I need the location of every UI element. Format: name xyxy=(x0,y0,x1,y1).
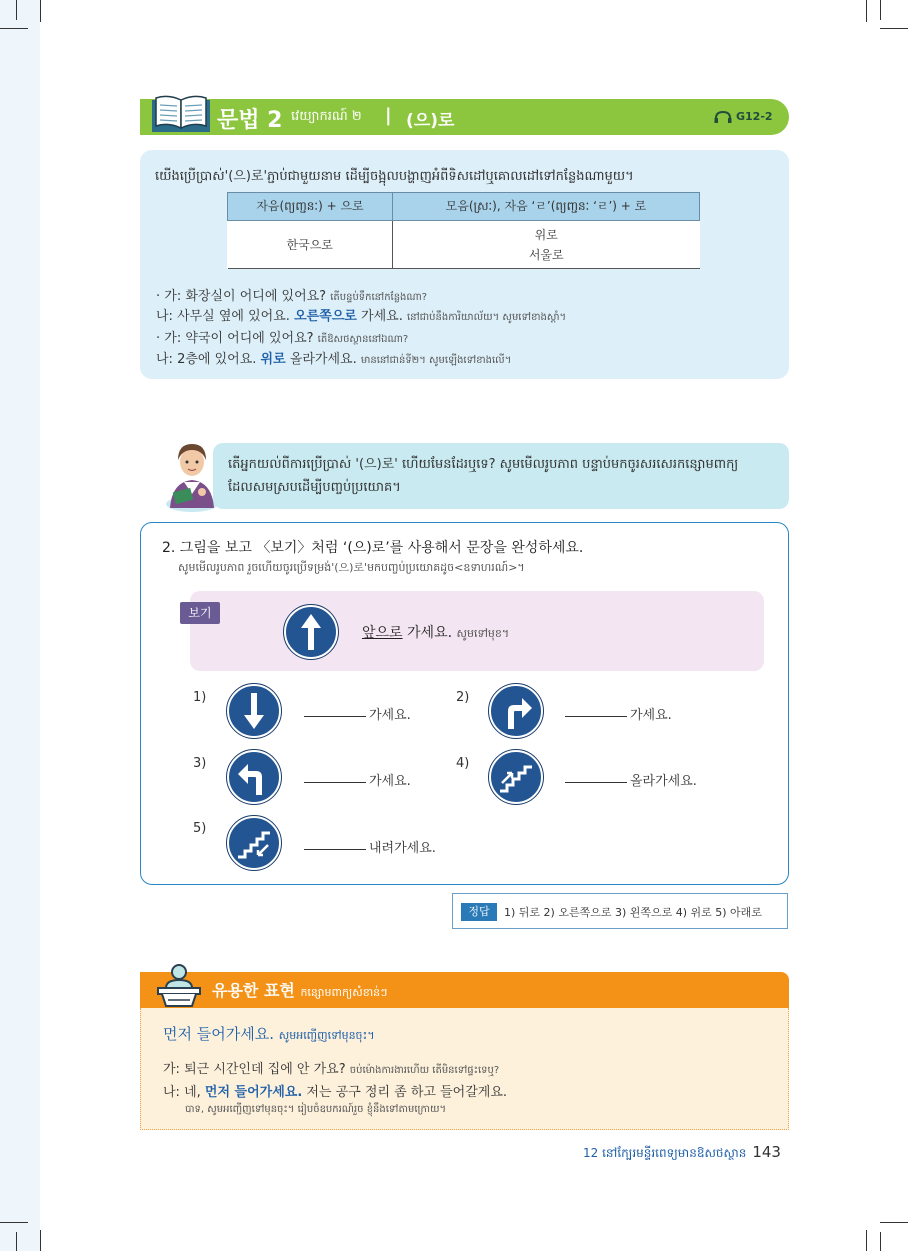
crop-mark xyxy=(880,1222,908,1223)
grammar-example-line xyxy=(156,305,566,325)
dialogue-line xyxy=(163,1081,507,1100)
example-answer-word: 앞으로 xyxy=(362,625,403,641)
exercise-question: 2. 그림을 보고 〈보기〉처럼 ‘(으)로’를 사용해서 문장을 완성하세요. xyxy=(162,540,584,556)
useful-title-km: កន្សោមពាក្យសំខាន់ៗ xyxy=(300,986,388,999)
item-suffix: 가세요. xyxy=(630,708,672,723)
left-margin-strip xyxy=(0,0,40,1251)
crop-mark xyxy=(866,0,867,22)
answer-blank[interactable] xyxy=(565,703,627,717)
vowel-example: 서울로 xyxy=(528,247,564,262)
useful-phrase xyxy=(163,1023,375,1045)
example-km: តើឱសថស្ថាននៅឯណា? xyxy=(317,334,409,345)
teacher-illustration xyxy=(162,438,222,516)
example-answer-km: សូមទៅមុខ។ xyxy=(456,627,510,640)
useful-title-ko: 유용한 표현 xyxy=(212,981,295,1000)
example-text: · 가: 약국이 어디에 있어요? xyxy=(156,331,314,346)
answer-key-tag: 정답 xyxy=(461,903,497,921)
example-km: មាននៅជាន់ទី២។ សូមឡើងទៅខាងលើ។ xyxy=(360,355,512,366)
example-highlight: 위로 xyxy=(260,352,286,367)
example-tag: 보기 xyxy=(180,602,220,624)
book-icon xyxy=(150,94,212,138)
table-cell-vowel-examples xyxy=(392,221,699,269)
answer-blank[interactable] xyxy=(304,769,366,783)
grammar-separator: | xyxy=(385,105,392,126)
dialogue-km: ចប់ម៉ោងការងារហើយ តើមិនទៅផ្ទះទេឬ? xyxy=(349,1065,500,1076)
item-number: 4) xyxy=(456,756,470,771)
stairs-up-sign-icon xyxy=(488,749,544,809)
grammar-table xyxy=(227,192,700,269)
arrow-down-sign-icon xyxy=(226,683,282,743)
item-suffix: 가세요. xyxy=(369,774,411,789)
answer-blank[interactable] xyxy=(304,703,366,717)
example-text: 나: 사무실 옆에 있어요. xyxy=(156,309,290,324)
chapter-title: 12 នៅក្បែរមន្ទីរពេទ្យមានឱសថស្ថាន xyxy=(583,1146,747,1160)
dialogue-text: 저는 공구 정리 좀 하고 들어갈게요. xyxy=(306,1085,508,1100)
crop-mark xyxy=(40,1230,41,1251)
grammar-intro: យើងប្រើប្រាស់'(으)로'ភ្ជាប់ជាមួយនាម ដើម្បីចង្អុលបង្ហាញអំពីទិសដៅឬគោលដៅទៅកន្លែងណាមួយ។ xyxy=(155,169,634,184)
item-number: 1) xyxy=(193,690,207,705)
grammar-topic: (으)로 xyxy=(406,111,455,131)
answer-blank[interactable] xyxy=(304,836,366,850)
page-number: 143 xyxy=(752,1143,781,1161)
crop-mark xyxy=(16,0,17,20)
item-number: 5) xyxy=(193,821,207,836)
item-number: 2) xyxy=(456,690,470,705)
grammar-example-line xyxy=(156,348,511,368)
page-footer xyxy=(583,1143,781,1163)
table-header-consonant: 자음(ព្យញ្ជនៈ) + 으로 xyxy=(228,193,393,221)
dialogue-highlight: 먼저 들어가세요. xyxy=(204,1085,303,1100)
example-answer-rest: 가세요. xyxy=(402,625,453,641)
example-text: · 가: 화장실이 어디에 있어요? xyxy=(156,289,327,304)
answer-blank[interactable] xyxy=(565,769,627,783)
dialogue-km: បាទ, សូមអញ្ជើញទៅមុនចុះ។ រៀបចំឧបករណ៍រួច ខ្ញុំនឹងទៅតាមក្រោយ។ xyxy=(185,1104,447,1115)
table-header-vowel: 모음(ស្រៈ), 자음 ‘ㄹ’(ព្យញ្ជនៈ ‘ㄹ’) + 로 xyxy=(392,193,699,221)
item-suffix: 가세요. xyxy=(369,708,411,723)
example-text: 올라가세요. xyxy=(289,352,357,367)
tip-text: តើអ្នកយល់ពីការប្រើប្រាស់ '(으)로' ហើយមែនដែរឬទេ? សូមមើលរូបភាព បន្ទាប់មកចូរសរសេរកន្សោមពាក្យដែលសមស្របដើម្បីបញ្ចប់ប្រយោគ។ xyxy=(228,457,739,495)
turn-left-sign-icon xyxy=(226,749,282,809)
grammar-title-km: វេយ្យាករណ៍ ២ xyxy=(291,109,362,124)
useful-phrase-ko: 먼저 들어가세요. xyxy=(163,1025,274,1043)
grammar-example-line xyxy=(156,327,408,347)
stairs-down-sign-icon xyxy=(226,815,282,875)
audio-track[interactable] xyxy=(713,110,773,124)
item-suffix: 내려가세요. xyxy=(369,841,436,856)
example-text: 나: 2층에 있어요. xyxy=(156,352,257,367)
audio-code: G12-2 xyxy=(736,110,773,123)
item-suffix: 올라가세요. xyxy=(630,774,697,789)
dialogue-line xyxy=(163,1058,499,1078)
crop-mark xyxy=(0,28,28,29)
dialogue-text: 가: 퇴근 시간인데 집에 안 가요? xyxy=(163,1062,346,1077)
turn-right-sign-icon xyxy=(488,683,544,743)
arrow-up-sign-icon xyxy=(283,604,339,664)
example-highlight: 오른쪽으로 xyxy=(294,309,357,324)
grammar-example-line xyxy=(156,285,427,305)
table-cell-consonant-example: 한국으로 xyxy=(228,221,393,269)
example-km: តើបន្ទប់ទឹកនៅកន្លែងណា? xyxy=(330,292,428,303)
item-number: 3) xyxy=(193,756,207,771)
example-answer xyxy=(362,622,509,643)
crop-mark xyxy=(880,1232,881,1251)
crop-mark xyxy=(866,1230,867,1251)
crop-mark xyxy=(880,0,881,20)
useful-expression-title xyxy=(212,978,387,1002)
crop-mark xyxy=(40,0,41,22)
dialogue-text: 나: 네, xyxy=(163,1085,201,1100)
answer-key-text: 1) 뒤로 2) 오른쪽으로 3) 왼쪽으로 4) 위로 5) 아래로 xyxy=(504,906,762,919)
crop-mark xyxy=(16,1232,17,1251)
speaker-at-podium-icon xyxy=(154,962,204,1012)
headphones-icon xyxy=(713,110,733,124)
useful-phrase-km: សូមអញ្ជើញទៅមុនចុះ។ xyxy=(278,1029,375,1042)
crop-mark xyxy=(880,28,908,29)
exercise-question-km: សូមមើលរូបភាព រួចហើយចូរប្រើទម្រង់'(으)로'មកបញ្ចប់ប្រយោគដូច<ឧទាហរណ៍>។ xyxy=(178,561,525,574)
grammar-title: 문법 2 xyxy=(217,108,283,133)
example-km: នៅជាប់នឹងការិយាល័យ។ សូមទៅខាងស្តាំ។ xyxy=(406,312,567,323)
vowel-example: 위로 xyxy=(534,227,558,242)
crop-mark xyxy=(0,1222,28,1223)
example-text: 가세요. xyxy=(361,309,403,324)
